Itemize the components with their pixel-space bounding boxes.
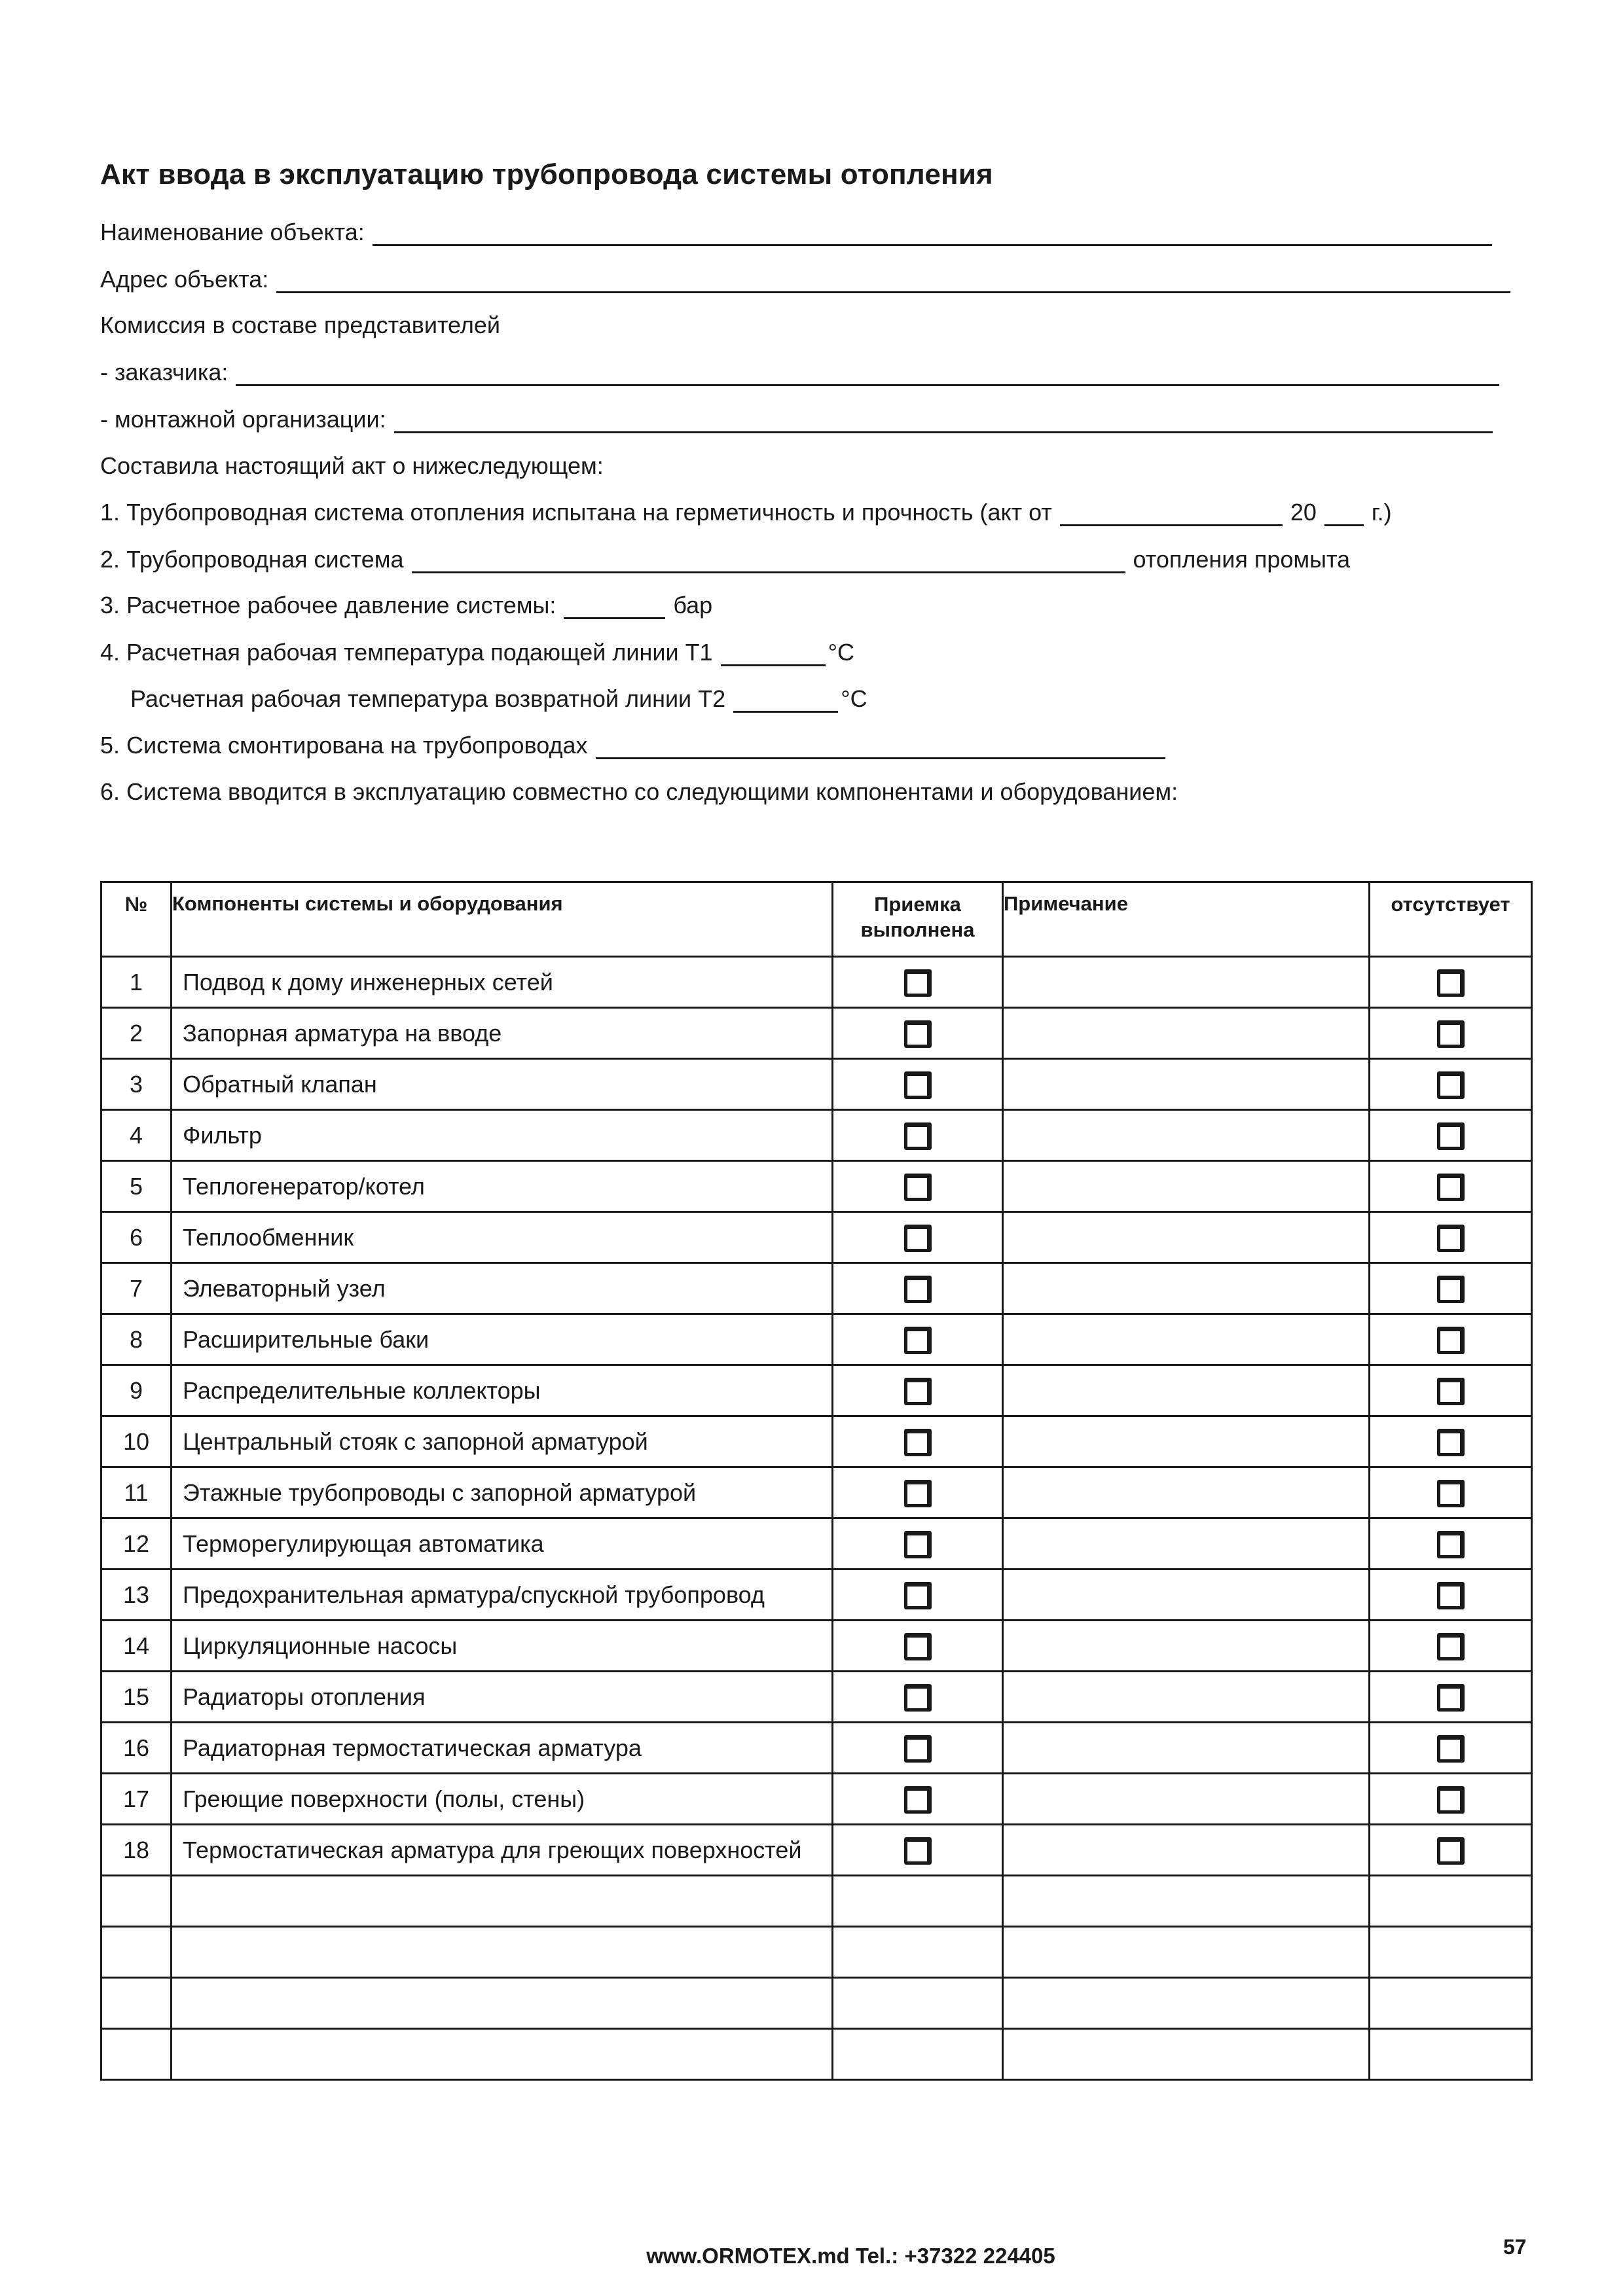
item-4-field[interactable] — [721, 642, 826, 666]
absent-checkbox[interactable] — [1437, 1837, 1465, 1865]
table-row — [101, 1570, 1532, 1621]
header-absent: отсутствует — [1370, 882, 1532, 957]
component-name: Этажные трубопроводы с запорной арматурой — [172, 1467, 833, 1518]
absent-checkbox[interactable] — [1437, 1122, 1465, 1150]
empty-accepted-cell[interactable] — [833, 1978, 1003, 2029]
empty-accepted-cell[interactable] — [833, 2029, 1003, 2080]
header-accepted-line1: Приемка — [874, 893, 961, 916]
header-accepted-line2: выполнена — [860, 918, 975, 941]
accepted-cell — [833, 1825, 1003, 1876]
item-1-year-field[interactable] — [1324, 502, 1364, 526]
absent-cell — [1370, 1774, 1532, 1825]
table-row — [101, 1723, 1532, 1774]
note-cell[interactable] — [1003, 1774, 1370, 1825]
empty-num-cell[interactable] — [101, 2029, 172, 2080]
accepted-checkbox[interactable] — [904, 1837, 932, 1865]
customer-field[interactable] — [236, 362, 1499, 386]
empty-absent-cell[interactable] — [1370, 1978, 1532, 2029]
component-name: Предохранительная арматура/спускной трубопровод — [172, 1570, 833, 1621]
accepted-cell — [833, 1570, 1003, 1621]
object-address-label: Адрес объекта: — [100, 266, 269, 293]
absent-cell — [1370, 1518, 1532, 1570]
absent-checkbox[interactable] — [1437, 1071, 1465, 1099]
components-table — [100, 881, 1533, 2081]
absent-cell — [1370, 1110, 1532, 1161]
row-number: 5 — [101, 1161, 172, 1212]
empty-table-row — [101, 1876, 1532, 1927]
footer-contact: www.ORMOTEX.md Tel.: +37322 224405 — [646, 2244, 1055, 2268]
item-2-suffix: отопления промыта — [1133, 546, 1351, 573]
accepted-cell — [833, 1621, 1003, 1672]
accepted-checkbox[interactable] — [904, 1735, 932, 1763]
note-cell[interactable] — [1003, 1570, 1370, 1621]
table-row — [101, 1416, 1532, 1467]
absent-checkbox[interactable] — [1437, 1020, 1465, 1048]
table-row — [101, 1672, 1532, 1723]
note-cell[interactable] — [1003, 1161, 1370, 1212]
note-cell[interactable] — [1003, 957, 1370, 1008]
row-number: 6 — [101, 1212, 172, 1263]
accepted-checkbox[interactable] — [904, 1582, 932, 1609]
empty-absent-cell[interactable] — [1370, 1876, 1532, 1927]
empty-note-cell[interactable] — [1003, 1927, 1370, 1978]
accepted-checkbox[interactable] — [904, 1122, 932, 1150]
page-number: 57 — [1503, 2235, 1527, 2259]
accepted-cell — [833, 1059, 1003, 1110]
row-number: 12 — [101, 1518, 172, 1570]
note-cell[interactable] — [1003, 1825, 1370, 1876]
item-3-row — [100, 586, 712, 619]
absent-checkbox[interactable] — [1437, 1786, 1465, 1814]
object-name-label: Наименование объекта: — [100, 219, 365, 245]
row-number: 14 — [101, 1621, 172, 1672]
component-name: Распределительные коллекторы — [172, 1365, 833, 1416]
component-name: Терморегулирующая автоматика — [172, 1518, 833, 1570]
table-row — [101, 957, 1532, 1008]
empty-component-cell[interactable] — [172, 1927, 833, 1978]
accepted-checkbox[interactable] — [904, 1225, 932, 1252]
accepted-checkbox[interactable] — [904, 1684, 932, 1712]
component-name: Фильтр — [172, 1110, 833, 1161]
accepted-checkbox[interactable] — [904, 1020, 932, 1048]
empty-note-cell[interactable] — [1003, 2029, 1370, 2080]
object-address-field[interactable] — [276, 269, 1510, 293]
absent-checkbox[interactable] — [1437, 1429, 1465, 1456]
note-cell[interactable] — [1003, 1416, 1370, 1467]
empty-note-cell[interactable] — [1003, 1978, 1370, 2029]
table-row — [101, 1518, 1532, 1570]
item-4b-unit: °С — [841, 685, 867, 712]
note-cell[interactable] — [1003, 1212, 1370, 1263]
absent-cell — [1370, 1672, 1532, 1723]
accepted-cell — [833, 1008, 1003, 1059]
row-number: 4 — [101, 1110, 172, 1161]
item-4b-field[interactable] — [733, 689, 838, 713]
empty-table-row — [101, 2029, 1532, 2080]
absent-cell — [1370, 1621, 1532, 1672]
absent-cell — [1370, 957, 1532, 1008]
item-3-field[interactable] — [564, 595, 665, 619]
note-cell[interactable] — [1003, 1621, 1370, 1672]
absent-cell — [1370, 1416, 1532, 1467]
item-6-text: 6. Система вводится в эксплуатацию совместно со следующими компонентами и оборудованием: — [100, 778, 1178, 805]
absent-checkbox[interactable] — [1437, 1684, 1465, 1712]
item-1-text: 1. Трубопроводная система отопления испытана на герметичность и прочность (акт от — [100, 499, 1052, 526]
table-row — [101, 1008, 1532, 1059]
absent-checkbox[interactable] — [1437, 1174, 1465, 1201]
row-number: 1 — [101, 957, 172, 1008]
row-number: 7 — [101, 1263, 172, 1314]
item-5-text: 5. Система смонтирована на трубопроводах — [100, 732, 588, 759]
empty-table-row — [101, 1927, 1532, 1978]
empty-table-row — [101, 1978, 1532, 2029]
note-cell[interactable] — [1003, 1263, 1370, 1314]
component-name: Запорная арматура на вводе — [172, 1008, 833, 1059]
accepted-cell — [833, 1365, 1003, 1416]
absent-checkbox[interactable] — [1437, 1735, 1465, 1763]
table-row — [101, 1110, 1532, 1161]
empty-num-cell[interactable] — [101, 1978, 172, 2029]
accepted-checkbox[interactable] — [904, 1378, 932, 1405]
accepted-checkbox[interactable] — [904, 969, 932, 997]
document-title: Акт ввода в эксплуатацию трубопровода системы отопления — [100, 158, 993, 190]
table-row — [101, 1621, 1532, 1672]
item-4b-row — [130, 680, 867, 713]
accepted-checkbox[interactable] — [904, 1071, 932, 1099]
absent-checkbox[interactable] — [1437, 1531, 1465, 1558]
customer-label: - заказчика: — [100, 359, 228, 386]
item-1-row — [100, 493, 1392, 526]
accepted-cell — [833, 1161, 1003, 1212]
absent-checkbox[interactable] — [1437, 1480, 1465, 1507]
component-name: Элеваторный узел — [172, 1263, 833, 1314]
absent-cell — [1370, 1314, 1532, 1365]
absent-cell — [1370, 1263, 1532, 1314]
empty-component-cell[interactable] — [172, 1978, 833, 2029]
absent-cell — [1370, 1723, 1532, 1774]
absent-cell — [1370, 1161, 1532, 1212]
accepted-checkbox[interactable] — [904, 1327, 932, 1354]
table-row — [101, 1365, 1532, 1416]
object-name-field[interactable] — [373, 222, 1492, 246]
item-4-row — [100, 634, 854, 666]
absent-checkbox[interactable] — [1437, 1327, 1465, 1354]
row-number: 17 — [101, 1774, 172, 1825]
absent-cell — [1370, 1365, 1532, 1416]
component-name: Расширительные баки — [172, 1314, 833, 1365]
accepted-cell — [833, 1723, 1003, 1774]
commission-label: Комиссия в составе представителей — [100, 312, 500, 338]
empty-num-cell[interactable] — [101, 1876, 172, 1927]
empty-accepted-cell[interactable] — [833, 1876, 1003, 1927]
object-address-row — [100, 260, 1518, 293]
absent-cell — [1370, 1825, 1532, 1876]
table-row — [101, 1467, 1532, 1518]
empty-accepted-cell[interactable] — [833, 1927, 1003, 1978]
row-number: 10 — [101, 1416, 172, 1467]
note-cell[interactable] — [1003, 1672, 1370, 1723]
accepted-checkbox[interactable] — [904, 1633, 932, 1660]
component-name: Обратный клапан — [172, 1059, 833, 1110]
item-4b-text: Расчетная рабочая температура возвратной линии Т2 — [130, 685, 726, 712]
accepted-checkbox[interactable] — [904, 1174, 932, 1201]
accepted-checkbox[interactable] — [904, 1786, 932, 1814]
installer-row — [100, 401, 1501, 433]
row-number: 11 — [101, 1467, 172, 1518]
absent-checkbox[interactable] — [1437, 1276, 1465, 1303]
component-name: Термостатическая арматура для греющих поверхностей — [172, 1825, 833, 1876]
component-name: Циркуляционные насосы — [172, 1621, 833, 1672]
empty-absent-cell[interactable] — [1370, 1927, 1532, 1978]
row-number: 18 — [101, 1825, 172, 1876]
header-note: Примечание — [1003, 882, 1370, 957]
absent-checkbox[interactable] — [1437, 1582, 1465, 1609]
note-cell[interactable] — [1003, 1059, 1370, 1110]
absent-cell — [1370, 1570, 1532, 1621]
accepted-cell — [833, 1314, 1003, 1365]
component-name: Центральный стояк с запорной арматурой — [172, 1416, 833, 1467]
note-cell[interactable] — [1003, 1314, 1370, 1365]
item-4-unit: °С — [828, 639, 854, 666]
row-number: 13 — [101, 1570, 172, 1621]
row-number: 15 — [101, 1672, 172, 1723]
note-cell[interactable] — [1003, 1110, 1370, 1161]
item-5-row — [100, 726, 1173, 759]
absent-checkbox[interactable] — [1437, 1633, 1465, 1660]
empty-component-cell[interactable] — [172, 1876, 833, 1927]
header-num: № — [101, 882, 172, 957]
accepted-checkbox[interactable] — [904, 1276, 932, 1303]
object-name-row — [100, 213, 1500, 246]
installer-field[interactable] — [394, 409, 1493, 433]
item-1-suffix: г.) — [1371, 499, 1392, 526]
absent-checkbox[interactable] — [1437, 1378, 1465, 1405]
absent-cell — [1370, 1212, 1532, 1263]
item-2-field[interactable] — [412, 549, 1125, 573]
row-number: 9 — [101, 1365, 172, 1416]
table-row — [101, 1161, 1532, 1212]
accepted-cell — [833, 1672, 1003, 1723]
accepted-cell — [833, 1416, 1003, 1467]
customer-row — [100, 353, 1507, 386]
component-name: Радиаторы отопления — [172, 1672, 833, 1723]
item-2-row — [100, 541, 1350, 573]
row-number: 16 — [101, 1723, 172, 1774]
table-row — [101, 1212, 1532, 1263]
empty-component-cell[interactable] — [172, 2029, 833, 2080]
row-number: 8 — [101, 1314, 172, 1365]
accepted-cell — [833, 1110, 1003, 1161]
table-row — [101, 1263, 1532, 1314]
note-cell[interactable] — [1003, 1518, 1370, 1570]
empty-note-cell[interactable] — [1003, 1876, 1370, 1927]
note-cell[interactable] — [1003, 1365, 1370, 1416]
compiled-label: Составила настоящий акт о нижеследующем: — [100, 452, 604, 479]
table-row — [101, 1314, 1532, 1365]
absent-checkbox[interactable] — [1437, 1225, 1465, 1252]
item-3-text: 3. Расчетное рабочее давление системы: — [100, 592, 556, 619]
note-cell[interactable] — [1003, 1008, 1370, 1059]
note-cell[interactable] — [1003, 1467, 1370, 1518]
item-1-year: 20 — [1290, 499, 1317, 526]
empty-absent-cell[interactable] — [1370, 2029, 1532, 2080]
accepted-checkbox[interactable] — [904, 1429, 932, 1456]
component-name: Подвод к дому инженерных сетей — [172, 957, 833, 1008]
row-number: 2 — [101, 1008, 172, 1059]
item-4-text: 4. Расчетная рабочая температура подающей линии Т1 — [100, 639, 713, 666]
table-header-row — [101, 882, 1532, 957]
component-name: Теплогенератор/котел — [172, 1161, 833, 1212]
absent-cell — [1370, 1467, 1532, 1518]
table-row — [101, 1774, 1532, 1825]
accepted-cell — [833, 1212, 1003, 1263]
header-accepted — [833, 882, 1003, 957]
item-3-unit: бар — [673, 592, 713, 619]
absent-checkbox[interactable] — [1437, 969, 1465, 997]
table-row — [101, 1059, 1532, 1110]
note-cell[interactable] — [1003, 1723, 1370, 1774]
accepted-cell — [833, 1774, 1003, 1825]
installer-label: - монтажной организации: — [100, 406, 386, 433]
item-5-field[interactable] — [596, 735, 1165, 759]
item-1-date-field[interactable] — [1060, 502, 1283, 526]
header-component: Компоненты системы и оборудования — [172, 882, 833, 957]
accepted-cell — [833, 1263, 1003, 1314]
table-row — [101, 1825, 1532, 1876]
accepted-checkbox[interactable] — [904, 1531, 932, 1558]
absent-cell — [1370, 1059, 1532, 1110]
accepted-cell — [833, 1467, 1003, 1518]
accepted-cell — [833, 1518, 1003, 1570]
component-name: Теплообменник — [172, 1212, 833, 1263]
component-name: Греющие поверхности (полы, стены) — [172, 1774, 833, 1825]
row-number: 3 — [101, 1059, 172, 1110]
component-name: Радиаторная термостатическая арматура — [172, 1723, 833, 1774]
item-2-text: 2. Трубопроводная система — [100, 546, 404, 573]
empty-num-cell[interactable] — [101, 1927, 172, 1978]
absent-cell — [1370, 1008, 1532, 1059]
accepted-checkbox[interactable] — [904, 1480, 932, 1507]
accepted-cell — [833, 957, 1003, 1008]
